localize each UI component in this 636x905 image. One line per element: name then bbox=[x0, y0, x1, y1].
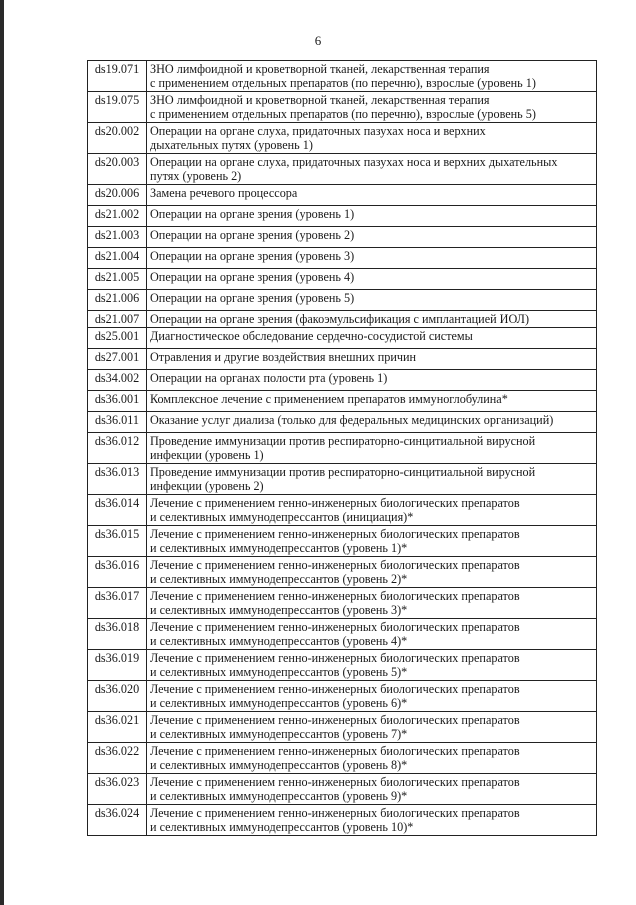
row-code-cell: ds36.013 bbox=[88, 464, 147, 495]
row-code-cell: ds21.007 bbox=[88, 311, 147, 328]
row-description-cell: Операции на органе зрения (уровень 1) bbox=[147, 206, 597, 227]
row-code-cell: ds20.006 bbox=[88, 185, 147, 206]
row-code-cell: ds36.011 bbox=[88, 412, 147, 433]
row-description-cell: Операции на органе зрения (уровень 3) bbox=[147, 248, 597, 269]
row-code-cell: ds21.006 bbox=[88, 290, 147, 311]
table-row bbox=[88, 248, 597, 269]
table-row bbox=[88, 526, 597, 557]
codes-table bbox=[87, 60, 597, 836]
page-edge-shadow bbox=[0, 0, 4, 905]
row-description-cell: Проведение иммунизации против респираторно-синцитиальной вирусной инфекции (уровень 2) bbox=[147, 464, 597, 495]
row-description-cell: Операции на органе слуха, придаточных пазухах носа и верхних дыхательных путях (уровень 1) bbox=[147, 123, 597, 154]
table-row bbox=[88, 328, 597, 349]
row-description-cell: ЗНО лимфоидной и кроветворной тканей, лекарственная терапия с применением отдельных препаратов (по перечню), взрослые (уровень 1) bbox=[147, 61, 597, 92]
table-row bbox=[88, 92, 597, 123]
row-code-cell: ds36.023 bbox=[88, 774, 147, 805]
row-description-cell: Комплексное лечение с применением препаратов иммуноглобулина* bbox=[147, 391, 597, 412]
row-description-cell: Лечение с применением генно-инженерных биологических препаратов и селективных иммунодепрессантов (уровень 7)* bbox=[147, 712, 597, 743]
row-description-cell: Проведение иммунизации против респираторно-синцитиальной вирусной инфекции (уровень 1) bbox=[147, 433, 597, 464]
row-code-cell: ds36.021 bbox=[88, 712, 147, 743]
row-code-cell: ds34.002 bbox=[88, 370, 147, 391]
row-code-cell: ds19.075 bbox=[88, 92, 147, 123]
row-description-cell: ЗНО лимфоидной и кроветворной тканей, лекарственная терапия с применением отдельных препаратов (по перечню), взрослые (уровень 5) bbox=[147, 92, 597, 123]
row-code-cell: ds36.016 bbox=[88, 557, 147, 588]
table-row bbox=[88, 743, 597, 774]
row-code-cell: ds36.024 bbox=[88, 805, 147, 836]
row-code-cell: ds20.002 bbox=[88, 123, 147, 154]
row-description-cell: Операции на органе слуха, придаточных пазухах носа и верхних дыхательных путях (уровень 2) bbox=[147, 154, 597, 185]
row-code-cell: ds19.071 bbox=[88, 61, 147, 92]
page-number: 6 bbox=[314, 33, 322, 48]
row-code-cell: ds36.015 bbox=[88, 526, 147, 557]
row-description-cell: Операции на органе зрения (уровень 4) bbox=[147, 269, 597, 290]
row-description-cell: Лечение с применением генно-инженерных биологических препаратов и селективных иммунодепрессантов (уровень 9)* bbox=[147, 774, 597, 805]
row-description-cell: Оказание услуг диализа (только для федеральных медицинских организаций) bbox=[147, 412, 597, 433]
table-row bbox=[88, 269, 597, 290]
table-row bbox=[88, 650, 597, 681]
table-row bbox=[88, 433, 597, 464]
table-row bbox=[88, 206, 597, 227]
table-row bbox=[88, 349, 597, 370]
table-row bbox=[88, 681, 597, 712]
row-description-cell: Диагностическое обследование сердечно-сосудистой системы bbox=[147, 328, 597, 349]
row-code-cell: ds25.001 bbox=[88, 328, 147, 349]
table-row bbox=[88, 464, 597, 495]
row-code-cell: ds21.003 bbox=[88, 227, 147, 248]
table-row bbox=[88, 370, 597, 391]
table-row bbox=[88, 712, 597, 743]
row-description-cell: Лечение с применением генно-инженерных биологических препаратов и селективных иммунодепрессантов (уровень 8)* bbox=[147, 743, 597, 774]
row-description-cell: Замена речевого процессора bbox=[147, 185, 597, 206]
table-row bbox=[88, 557, 597, 588]
table-row bbox=[88, 619, 597, 650]
table-row bbox=[88, 123, 597, 154]
row-code-cell: ds21.002 bbox=[88, 206, 147, 227]
row-code-cell: ds36.022 bbox=[88, 743, 147, 774]
row-description-cell: Лечение с применением генно-инженерных биологических препаратов и селективных иммунодепрессантов (уровень 2)* bbox=[147, 557, 597, 588]
row-description-cell: Лечение с применением генно-инженерных биологических препаратов и селективных иммунодепрессантов (инициация)* bbox=[147, 495, 597, 526]
row-description-cell: Лечение с применением генно-инженерных биологических препаратов и селективных иммунодепрессантов (уровень 4)* bbox=[147, 619, 597, 650]
row-code-cell: ds21.004 bbox=[88, 248, 147, 269]
row-code-cell: ds36.020 bbox=[88, 681, 147, 712]
table-row bbox=[88, 588, 597, 619]
row-description-cell: Лечение с применением генно-инженерных биологических препаратов и селективных иммунодепрессантов (уровень 3)* bbox=[147, 588, 597, 619]
row-code-cell: ds36.012 bbox=[88, 433, 147, 464]
table-row bbox=[88, 495, 597, 526]
table-row bbox=[88, 311, 597, 328]
row-description-cell: Отравления и другие воздействия внешних причин bbox=[147, 349, 597, 370]
row-description-cell: Лечение с применением генно-инженерных биологических препаратов и селективных иммунодепрессантов (уровень 5)* bbox=[147, 650, 597, 681]
row-code-cell: ds36.019 bbox=[88, 650, 147, 681]
table-row bbox=[88, 185, 597, 206]
row-code-cell: ds27.001 bbox=[88, 349, 147, 370]
table-row bbox=[88, 805, 597, 836]
table-row bbox=[88, 154, 597, 185]
row-description-cell: Операции на органе зрения (уровень 2) bbox=[147, 227, 597, 248]
row-code-cell: ds36.018 bbox=[88, 619, 147, 650]
row-description-cell: Лечение с применением генно-инженерных биологических препаратов и селективных иммунодепрессантов (уровень 1)* bbox=[147, 526, 597, 557]
table-row bbox=[88, 412, 597, 433]
row-code-cell: ds20.003 bbox=[88, 154, 147, 185]
row-code-cell: ds36.017 bbox=[88, 588, 147, 619]
row-description-cell: Операции на органах полости рта (уровень 1) bbox=[147, 370, 597, 391]
row-description-cell: Лечение с применением генно-инженерных биологических препаратов и селективных иммунодепрессантов (уровень 10)* bbox=[147, 805, 597, 836]
row-description-cell: Лечение с применением генно-инженерных биологических препаратов и селективных иммунодепрессантов (уровень 6)* bbox=[147, 681, 597, 712]
row-description-cell: Операции на органе зрения (уровень 5) bbox=[147, 290, 597, 311]
row-description-cell: Операции на органе зрения (факоэмульсификация с имплантацией ИОЛ) bbox=[147, 311, 597, 328]
table-row bbox=[88, 290, 597, 311]
table-row bbox=[88, 391, 597, 412]
row-code-cell: ds36.014 bbox=[88, 495, 147, 526]
codes-table-body bbox=[88, 61, 597, 836]
row-code-cell: ds21.005 bbox=[88, 269, 147, 290]
row-code-cell: ds36.001 bbox=[88, 391, 147, 412]
table-row bbox=[88, 61, 597, 92]
table-row bbox=[88, 774, 597, 805]
table-row bbox=[88, 227, 597, 248]
